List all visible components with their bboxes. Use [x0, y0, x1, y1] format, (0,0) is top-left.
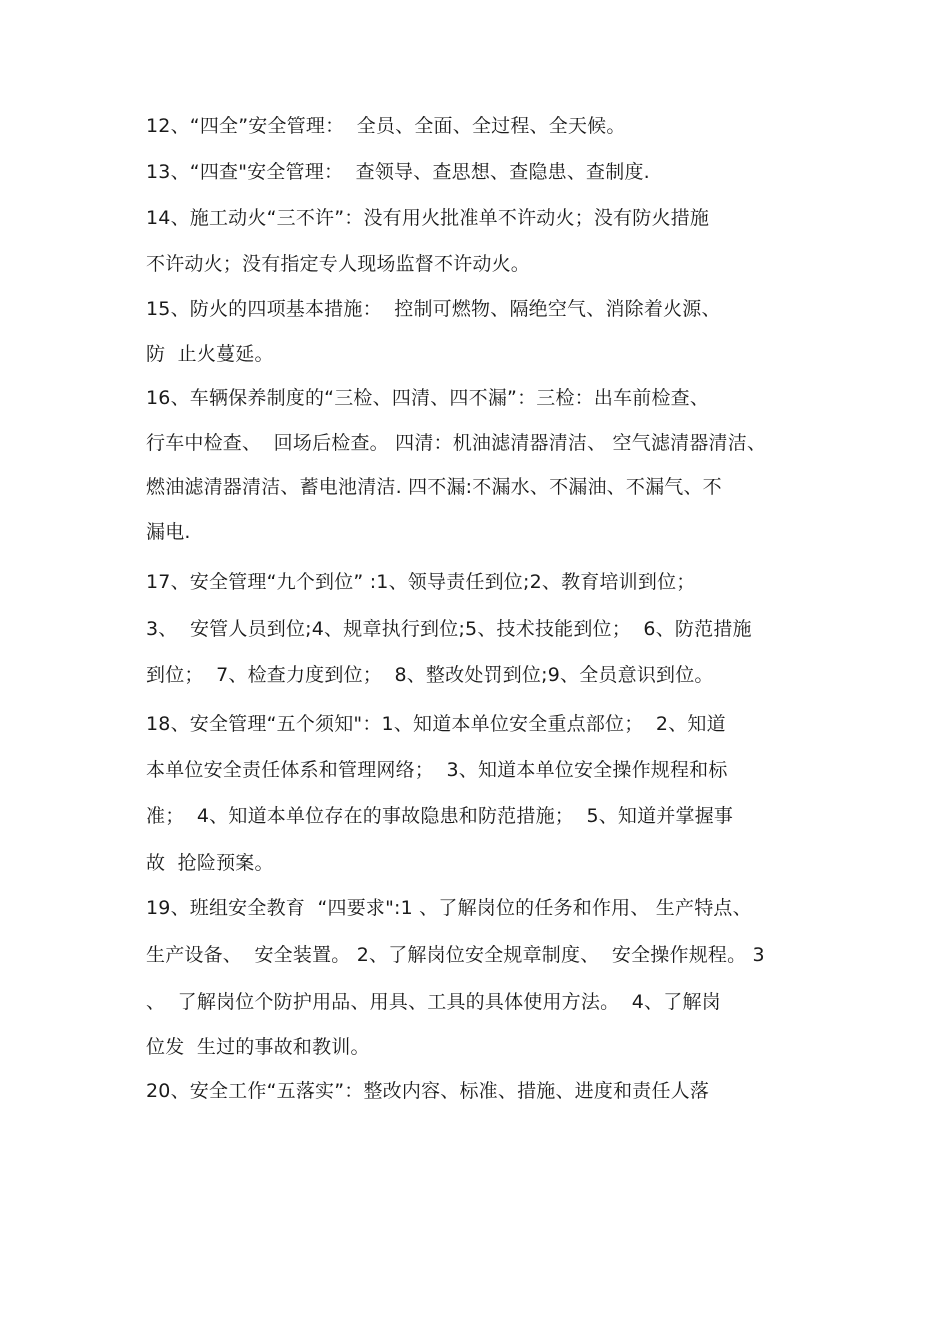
text-line: 漏电. — [146, 521, 191, 543]
text-line: 到位； 7、检查力度到位； 8、整改处罚到位;9、全员意识到位。 — [146, 664, 714, 686]
text-line: 18、安全管理“五个须知"：1、知道本单位安全重点部位； 2、知道 — [146, 713, 726, 735]
text-line: 12、“四全”安全管理： 全员、全面、全过程、全天候。 — [146, 115, 626, 137]
text-line: 本单位安全责任体系和管理网络； 3、知道本单位安全操作规程和标 — [146, 759, 728, 781]
text-line: 防 止火蔓延。 — [146, 343, 274, 365]
text-line: 13、“四查"安全管理： 查领导、查思想、查隐患、查制度. — [146, 161, 650, 183]
text-line: 3、 安管人员到位;4、规章执行到位;5、技术技能到位； 6、防范措施 — [146, 618, 752, 640]
text-line: 、 了解岗位个防护用品、用具、工具的具体使用方法。 4、了解岗 — [146, 991, 721, 1013]
text-line: 位发 生过的事故和教训。 — [146, 1036, 370, 1058]
text-line: 生产设备、 安全装置。 2、了解岗位安全规章制度、 安全操作规程。 3 — [146, 944, 765, 966]
text-line: 故 抢险预案。 — [146, 852, 274, 874]
text-line: 行车中检查、 回场后检查。 四清：机油滤清器清洁、 空气滤清器清洁、 — [146, 432, 767, 454]
text-line: 不许动火；没有指定专人现场监督不许动火。 — [146, 253, 531, 275]
text-line: 20、安全工作“五落实”：整改内容、标准、措施、进度和责任人落 — [146, 1080, 710, 1102]
text-line: 19、班组安全教育 “四要求":1 、了解岗位的任务和作用、 生产特点、 — [146, 897, 752, 919]
text-line: 燃油滤清器清洁、蓄电池清洁. 四不漏:不漏水、不漏油、不漏气、不 — [146, 476, 722, 498]
text-line: 14、施工动火“三不许”：没有用火批准单不许动火；没有防火措施 — [146, 207, 710, 229]
text-line: 15、防火的四项基本措施： 控制可燃物、隔绝空气、消除着火源、 — [146, 298, 721, 320]
text-line: 准； 4、知道本单位存在的事故隐患和防范措施； 5、知道并掌握事 — [146, 805, 734, 827]
text-line: 17、安全管理“九个到位” :1、领导责任到位;2、教育培训到位； — [146, 571, 696, 593]
text-line: 16、车辆保养制度的“三检、四清、四不漏”：三检：出车前检查、 — [146, 387, 710, 409]
